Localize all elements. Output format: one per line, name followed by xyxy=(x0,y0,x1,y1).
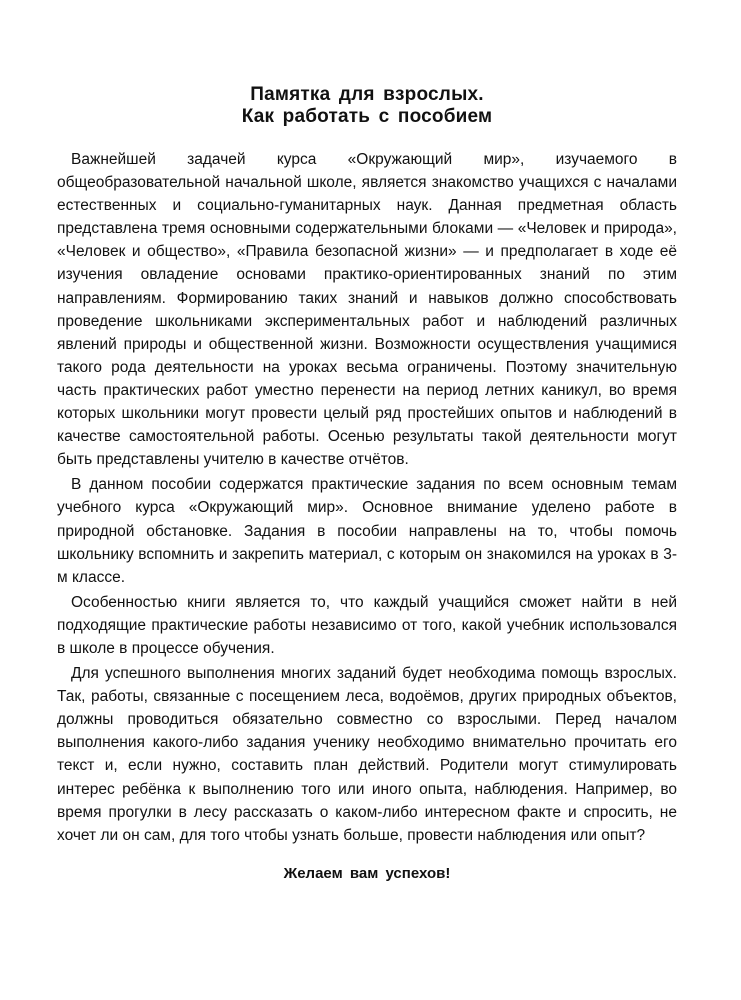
title-line-1: Памятка для взрослых. xyxy=(250,84,484,105)
paragraph-feature: Особенностью книги является то, что каждый учащийся сможет найти в ней подходящие практические работы независимо от того, какой учебник использовался в школе в процессе обучения. xyxy=(57,593,677,657)
paragraph-intro: Важнейшей задачей курса «Окружающий мир», изучаемого в общеобразовательной начальной школе, является знакомство учащихся с началами естественных и социально-гуманитарных наук. Данная предметная область представлена тремя основными содержательными блоками — «Человек и природа», «Человек и общество», «Правила безопасной жизни» — и предполагает в ходе её изучения овладение основами практико-ориентированных знаний по этим направлениям. Формированию таких знаний и навыков должно способствовать проведение школьниками экспериментальных работ и наблюдений различных явлений природы и общественной жизни. Возможности осуществления учащимися такого рода деятельности на уроках весьма ограничены. Поэтому значительную часть практических работ уместно перенести на период летних каникул, во время которых школьники могут провести целый ряд простейших опытов и наблюдений в качестве самостоятельной работы. Осенью результаты такой деятельности могут быть представлены учителю в качестве отчётов. xyxy=(57,151,677,469)
closing-wish: Желаем вам успехов! xyxy=(283,864,451,882)
paragraph-contents: В данном пособии содержатся практические задания по всем основным темам учебного курса «Окружающий мир». Основное внимание уделено работе в природной обстановке. Задания в пособии направлены на то, чтобы помочь школьнику вспомнить и закрепить материал, с которым он знакомился на уроках в 3-м классе. xyxy=(57,476,677,586)
title-line-2: Как работать с пособием xyxy=(241,106,493,127)
document-page xyxy=(57,84,677,882)
page-title xyxy=(57,84,677,128)
paragraph-adult-help: Для успешного выполнения многих заданий будет необходима помощь взрослых. Так, работы, связанные с посещением леса, водоёмов, других природных объектов, должны проводиться обязательно совместно со взрослыми. Перед началом выполнения какого-либо задания ученику необходимо внимательно прочитать его текст и, если нужно, составить план действий. Родители могут стимулировать интерес ребёнка к выполнению того или иного опыта, наблюдения. Например, во время прогулки в лесу рассказать о каком-либо интересном факте и спросить, не хочет ли он сам, для того чтобы узнать больше, провести наблюдения или опыт? xyxy=(57,665,677,844)
